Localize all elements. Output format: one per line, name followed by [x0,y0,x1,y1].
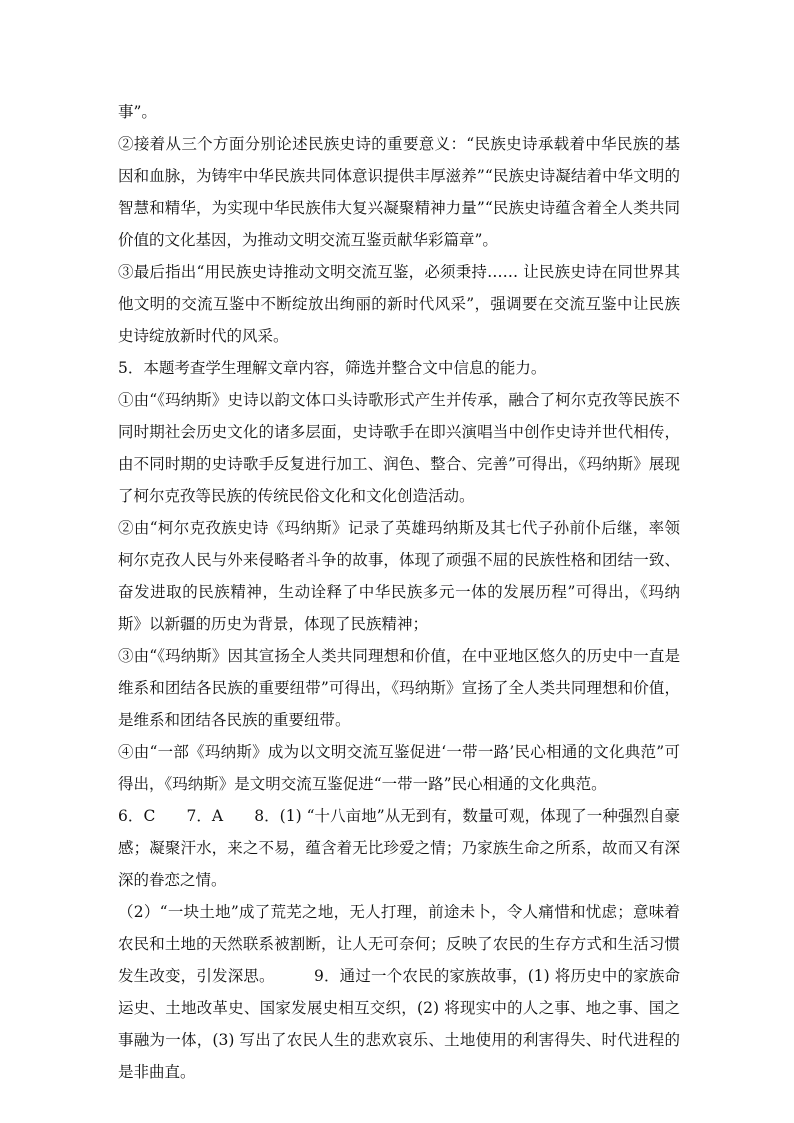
answer-text-body [118,96,680,1088]
paragraph-point-3-conclusion: ③最后指出“用民族史诗推动文明交流互鉴，必须秉持…… 让民族史诗在同世界其他文明的交流互鉴中不断绽放出绚丽的新时代风采”，强调要在交流互鉴中让民族史诗绽放新时代的风采。 [118,263,680,345]
paragraph-answers-6-8: 6．C 7．A 8．(1) “十八亩地”从无到有，数量可观，体现了一种强烈自豪感；凝聚汗水，来之不易，蕴含着无比珍爱之情；乃家族生命之所系，故而又有深深的眷恋之情。 [118,807,680,889]
paragraph-point-2-significance: ②接着从三个方面分别论述民族史诗的重要意义：“民族史诗承载着中华民族的基因和血脉，为铸牢中华民族共同体意识提供丰厚滋养”“民族史诗凝结着中华文明的智慧和精华，为实现中华民族伟大复兴凝聚精神力量”“民族史诗蕴含着全人类共同价值的文化基因，为推动文明交流互鉴贡献华彩篇章”。 [118,135,680,249]
paragraph-q5-point-1: ①由“《玛纳斯》史诗以韵文体口头诗歌形式产生并传承，融合了柯尔克孜等民族不同时期社会历史文化的诸多层面，史诗歌手在即兴演唱当中创作史诗并世代相传，由不同时期的史诗歌手反复进行加工、润色、整合、完善”可得出，《玛纳斯》展现了柯尔克孜等民族的传统民俗文化和文化创造活动。 [118,391,680,505]
paragraph-q5-point-3: ③由“《玛纳斯》因其宣扬全人类共同理想和价值，在中亚地区悠久的历史中一直是维系和团结各民族的重要纽带”可得出，《玛纳斯》宣扬了全人类共同理想和价值，是维系和团结各民族的重要纽带。 [118,647,680,729]
paragraph-answers-8-9: （2）“一块土地”成了荒芜之地，无人打理，前途未卜，令人痛惜和忧虑；意味着农民和土地的天然联系被割断，让人无可奈何；反映了农民的生存方式和生活习惯发生改变，引发深思。 9．通过一个农民的家族故事，(1) 将历史中的家族命运史、土地改革史、国家发展史相互交织，(2) 将现实中的人之事、地之事、国之事融为一体，(3) 写出了农民人生的悲欢哀乐、土地使用的利害得失、时代进程的是非曲直。 [118,903,680,1081]
paragraph-continuation: 事”。 [118,103,157,121]
paragraph-q5-point-2: ②由“柯尔克孜族史诗《玛纳斯》记录了英雄玛纳斯及其七代子孙前仆后继，率领柯尔克孜人民与外来侵略者斗争的故事，体现了顽强不屈的民族性格和团结一致、奋发进取的民族精神，生动诠释了中华民族多元一体的发展历程”可得出，《玛纳斯》以新疆的历史为背景，体现了民族精神； [118,519,680,633]
paragraph-question-5-intro: 5．本题考查学生理解文章内容，筛选并整合文中信息的能力。 [118,359,547,377]
paragraph-q5-point-4: ④由“一部《玛纳斯》成为以文明交流互鉴促进‘一带一路’民心相通的文化典范”可得出，《玛纳斯》是文明交流互鉴促进“一带一路”民心相通的文化典范。 [118,743,680,793]
